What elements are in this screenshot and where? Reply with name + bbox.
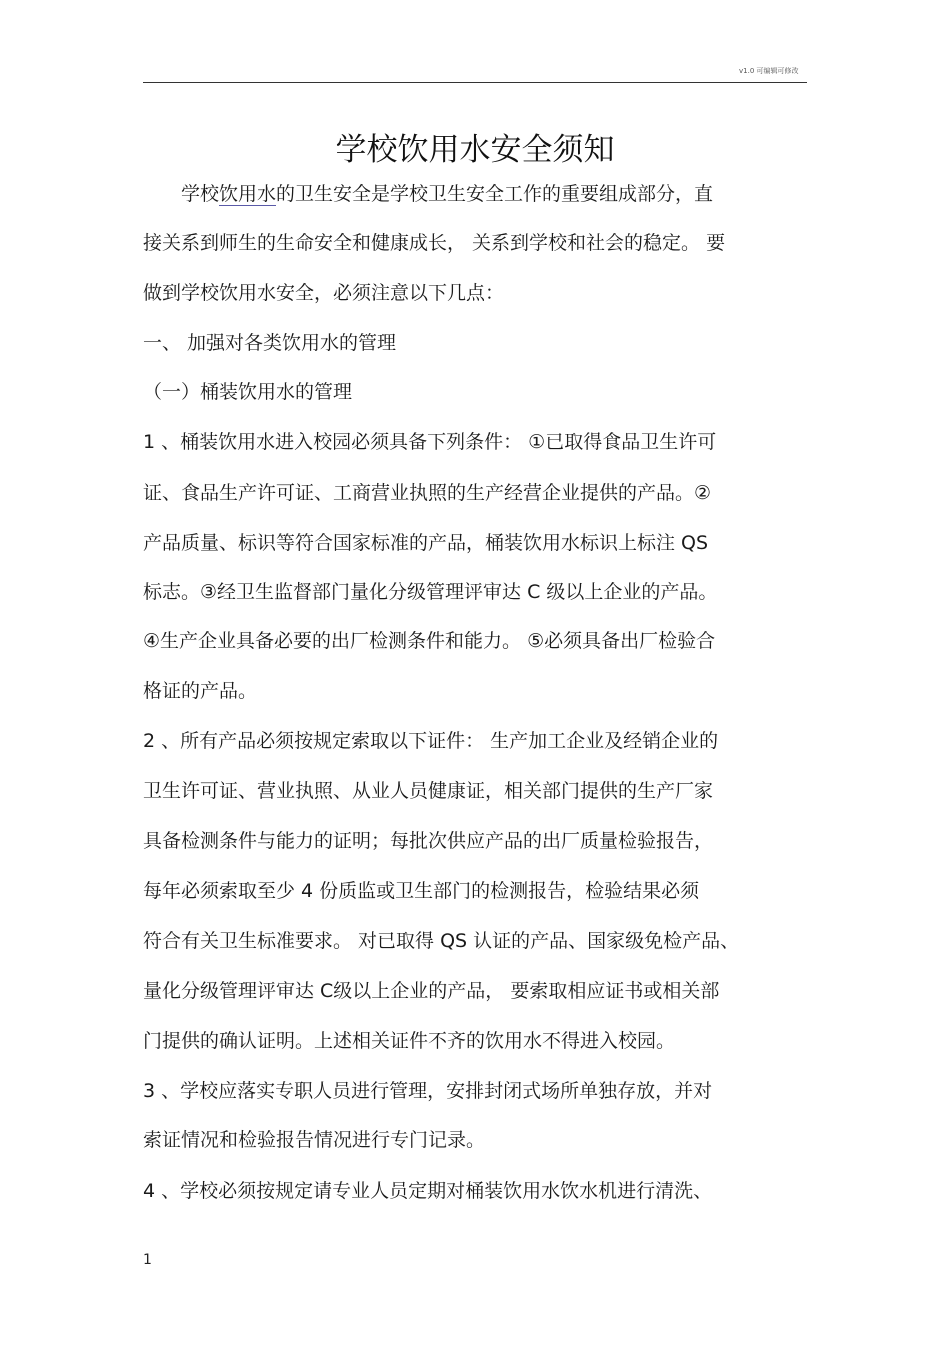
intro-text-b: 的卫生安全是学校卫生安全工作的重要组成部分，直 — [276, 183, 714, 205]
header-divider — [143, 82, 807, 83]
intro-line-1 — [181, 182, 713, 206]
item2-line-4: 每年必须索取至少 4 份质监或卫生部门的检测报告，检验结果必须 — [143, 880, 700, 902]
intro-text-a: 学校 — [181, 183, 220, 205]
item2-line-5: 符合有关卫生标准要求。 对已取得 QS 认证的产品、国家级免检产品、 — [143, 930, 740, 952]
header-version-note: v1.0 可编辑可修改 — [739, 67, 799, 75]
drinking-water-link[interactable]: 饮用水 — [219, 183, 277, 205]
item1-line-3: 产品质量、标识等符合国家标准的产品，桶装饮用水标识上标注 QS — [143, 532, 709, 554]
item1-line-4: 标志。③经卫生监督部门量化分级管理评审达 C 级以上企业的产品。 — [143, 581, 718, 603]
document-title: 学校饮用水安全须知 — [335, 132, 615, 168]
item3-line-1: 3 、学校应落实专职人员进行管理，安排封闭式场所单独存放，并对 — [143, 1080, 713, 1102]
item2-line-2: 卫生许可证、营业执照、从业人员健康证，相关部门提供的生产厂家 — [143, 780, 714, 802]
item4-line-1: 4 、学校必须按规定请专业人员定期对桶装饮用水饮水机进行清洗、 — [143, 1180, 713, 1202]
item1-line-5: ④生产企业具备必要的出厂检测条件和能力。 ⑤必须具备出厂检验合 — [143, 630, 716, 652]
item1-line-2: 证、食品生产许可证、工商营业执照的生产经营企业提供的产品。② — [143, 482, 712, 504]
page-number: 1 — [143, 1252, 152, 1268]
item2-line-1: 2 、所有产品必须按规定索取以下证件： 生产加工企业及经销企业的 — [143, 730, 719, 752]
intro-line-3: 做到学校饮用水安全，必须注意以下几点： — [143, 282, 505, 304]
item2-line-6: 量化分级管理评审达 C级以上企业的产品， 要索取相应证书或相关部 — [143, 980, 720, 1002]
item3-line-2: 索证情况和检验报告情况进行专门记录。 — [143, 1129, 486, 1151]
subsection-heading-1: （一）桶装饮用水的管理 — [143, 381, 353, 403]
item1-line-1: 1 、桶装饮用水进入校园必须具备下列条件： ①已取得食品卫生许可 — [143, 431, 717, 453]
intro-line-2: 接关系到师生的生命安全和健康成长， 关系到学校和社会的稳定。 要 — [143, 232, 726, 254]
item1-line-6: 格证的产品。 — [143, 680, 258, 702]
item2-line-3: 具备检测条件与能力的证明；每批次供应产品的出厂质量检验报告， — [143, 830, 714, 852]
item2-line-7: 门提供的确认证明。上述相关证件不齐的饮用水不得进入校园。 — [143, 1030, 676, 1052]
section-heading-1: 一、 加强对各类饮用水的管理 — [143, 332, 397, 354]
